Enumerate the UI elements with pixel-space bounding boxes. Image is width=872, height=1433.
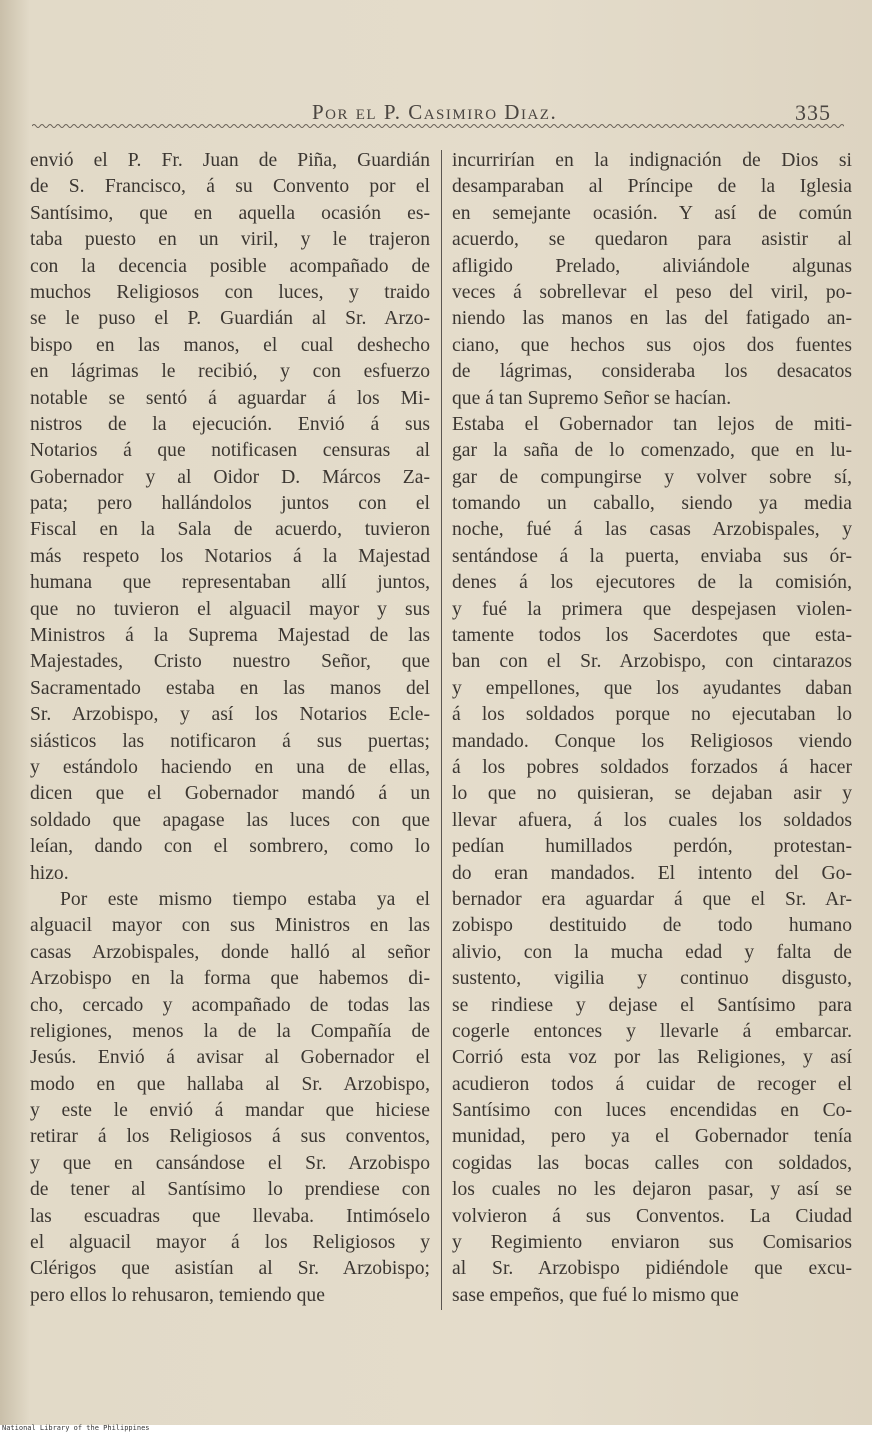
footer: [0, 1425, 872, 1433]
text-line: humana que representaban allí juntos,: [30, 572, 430, 594]
text-line: tamente todos los Sacerdotes que esta-: [452, 625, 852, 647]
text-line: en semejante ocasión. Y así de común: [452, 202, 852, 224]
text-line: bispo en las manos, el cual deshecho: [30, 334, 430, 356]
text-line: muchos Religiosos con luces, y traido: [30, 281, 430, 303]
text-line: pata; pero hallándolos juntos con el: [30, 493, 430, 515]
text-line: sentándose á la puerta, enviaba sus ór-: [452, 545, 852, 567]
text-line: leían, dando con el sombrero, como lo: [30, 836, 430, 858]
text-line: munidad, pero ya el Gobernador tenía: [452, 1126, 852, 1148]
text-line: niendo las manos en las del fatigado an-: [452, 308, 852, 330]
text-line: soldado que apagase las luces con que: [30, 809, 430, 831]
text-line: Notarios á que notificasen censuras al: [30, 440, 430, 462]
text-line: acuerdo, se quedaron para asistir al: [452, 229, 852, 251]
text-line: casas Arzobispales, donde halló al señor: [30, 941, 430, 963]
text-line: gar de compungirse y volver sobre sí,: [452, 466, 852, 488]
text-line: de tener al Santísimo lo prendiese con: [30, 1179, 430, 1201]
running-head: Por el P. Casimiro Diaz.: [312, 100, 558, 124]
page-number: 335: [795, 100, 831, 125]
text-line: zobispo destituido de todo humano: [452, 915, 852, 937]
text-line: Fiscal en la Sala de acuerdo, tuvieron: [30, 519, 430, 541]
text-line: y este le envió á mandar que hiciese: [30, 1100, 430, 1122]
text-line: cho, cercado y acompañado de todas las: [30, 994, 430, 1016]
text-line: sustento, vigilia y continuo disgusto,: [452, 968, 852, 990]
text-line: que no tuvieron el alguacil mayor y sus: [30, 598, 430, 620]
text-line: nistros de la ejecución. Envió á sus: [30, 413, 430, 435]
text-line: Sacramentado estaba en las manos del: [30, 677, 430, 699]
text-line: Gobernador y al Oidor D. Márcos Za-: [30, 466, 430, 488]
text-line: gar la saña de lo comenzado, que en lu-: [452, 440, 852, 462]
source-credit: National Library of the Philippines: [2, 1424, 150, 1432]
text-line: Por este mismo tiempo estaba ya el: [60, 888, 430, 910]
text-line: Corrió esta voz por las Religiones, y así: [452, 1047, 852, 1069]
text-line: y Regimiento enviaron sus Comisarios: [452, 1232, 852, 1254]
text-line: alivio, con la mucha edad y falta de: [452, 941, 852, 963]
text-line: mandado. Conque los Religiosos viendo: [452, 730, 852, 752]
text-line: taba puesto en un viril, y le trajeron: [30, 229, 430, 251]
text-line: afligido Prelado, aliviándole algunas: [452, 255, 852, 277]
text-line: Jesús. Envió á avisar al Gobernador el: [30, 1047, 430, 1069]
column-divider: [441, 150, 442, 1310]
text-line: veces á sobrellevar el peso del viril, po-: [452, 281, 852, 303]
text-line: á los soldados porque no ejecutaban lo: [452, 704, 852, 726]
text-line: el alguacil mayor á los Religiosos y: [30, 1232, 430, 1254]
text-line: denes á los ejecutores de la comisión,: [452, 572, 852, 594]
text-line: Majestades, Cristo nuestro Señor, que: [30, 651, 430, 673]
text-line: notable se sentó á aguardar á los Mi-: [30, 387, 430, 409]
text-line: modo en que hallaba al Sr. Arzobispo,: [30, 1073, 430, 1095]
text-line: cogidas las bocas calles con soldados,: [452, 1152, 852, 1174]
text-line: de S. Francisco, á su Convento por el: [30, 176, 430, 198]
text-line: Clérigos que asistían al Sr. Arzobispo;: [30, 1258, 430, 1280]
header-ornamental-rule: [32, 122, 844, 130]
text-line: en lágrimas le recibió, y con esfuerzo: [30, 361, 430, 383]
text-line: volvieron á sus Conventos. La Ciudad: [452, 1205, 852, 1227]
text-line: sase empeños, que fué lo mismo que: [452, 1284, 739, 1306]
text-line: Sr. Arzobispo, y así los Notarios Ecle-: [30, 704, 430, 726]
text-line: Santísimo con luces encendidas en Co-: [452, 1100, 852, 1122]
text-line: dicen que el Gobernador mandó á un: [30, 783, 430, 805]
text-line: las escuadras que llevaba. Intimóselo: [30, 1205, 430, 1227]
text-line: y que en cansándose el Sr. Arzobispo: [30, 1152, 430, 1174]
text-line: siásticos las notificaron á sus puertas;: [30, 730, 430, 752]
text-line: á los pobres soldados forzados á hacer: [452, 756, 852, 778]
text-line: tomando un caballo, siendo ya media: [452, 493, 852, 515]
text-line: se rindiese y dejase el Santísimo para: [452, 994, 852, 1016]
text-line: envió el P. Fr. Juan de Piña, Guardián: [30, 150, 430, 171]
text-line: bernador era aguardar á que el Sr. Ar-: [452, 888, 852, 910]
text-line: y empellones, que los ayudantes daban: [452, 677, 852, 699]
text-line: y estándolo haciendo en una de ellas,: [30, 756, 430, 778]
text-line: se le puso el P. Guardián al Sr. Arzo-: [30, 308, 430, 330]
text-line: ban con el Sr. Arzobispo, con cintarazos: [452, 651, 852, 673]
text-line: más respeto los Notarios á la Majestad: [30, 545, 430, 567]
text-line: noche, fué á las casas Arzobispales, y: [452, 519, 852, 541]
text-line: que á tan Supremo Señor se hacían.: [452, 387, 732, 409]
text-line: los cuales no les dejaron pasar, y así se: [452, 1179, 852, 1201]
text-line: de lágrimas, consideraba los desacatos: [452, 361, 852, 383]
text-line: incurrirían en la indignación de Dios si: [452, 150, 852, 171]
text-line: ciano, que hechos sus ojos dos fuentes: [452, 334, 852, 356]
text-line: do eran mandados. El intento del Go-: [452, 862, 852, 884]
text-line: retirar á los Religiosos á sus conventos,: [30, 1126, 430, 1148]
text-line: y fué la primera que despejasen violen-: [452, 598, 852, 620]
text-line: cogerle entonces y llevarle á embarcar.: [452, 1020, 852, 1042]
text-line: Ministros á la Suprema Majestad de las: [30, 625, 430, 647]
text-line: alguacil mayor con sus Ministros en las: [30, 915, 430, 937]
text-line: religiones, menos la de la Compañía de: [30, 1020, 430, 1042]
text-line: al Sr. Arzobispo pidiéndole que excu-: [452, 1258, 852, 1280]
text-line: lo que no quisieran, se dejaban asir y: [452, 783, 852, 805]
text-line: Santísimo, que en aquella ocasión es-: [30, 202, 430, 224]
text-line: hizo.: [30, 862, 69, 884]
text-line: con la decencia posible acompañado de: [30, 255, 430, 277]
text-line: pedían humillados perdón, protestan-: [452, 836, 852, 858]
text-line: acudieron todos á cuidar de recoger el: [452, 1073, 852, 1095]
text-line: Estaba el Gobernador tan lejos de miti-: [452, 413, 852, 435]
text-line: desamparaban al Príncipe de la Iglesia: [452, 176, 852, 198]
text-line: Arzobispo en la forma que habemos di-: [30, 968, 430, 990]
right-column: [452, 148, 852, 1309]
left-column: [30, 148, 430, 1309]
text-line: llevar afuera, á los cuales los soldados: [452, 809, 852, 831]
text-line: pero ellos lo rehusaron, temiendo que: [30, 1284, 325, 1306]
